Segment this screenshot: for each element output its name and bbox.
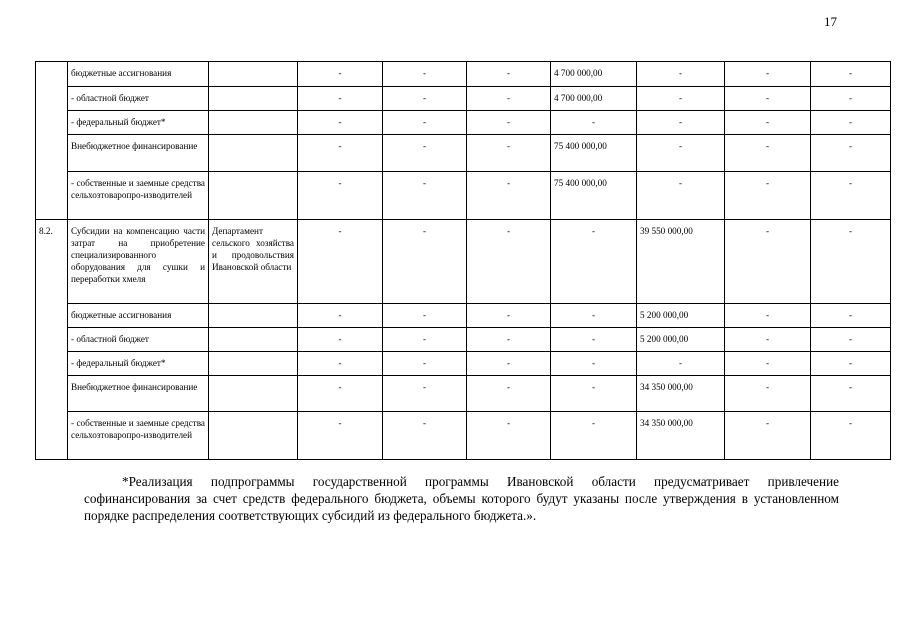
value-cell: - <box>298 111 383 135</box>
value-cell: 5 200 000,00 <box>637 304 725 328</box>
index-cell <box>36 62 68 220</box>
value-cell: - <box>551 328 637 352</box>
executor-cell <box>209 87 298 111</box>
value-cell: - <box>298 172 383 220</box>
table-row <box>36 62 905 87</box>
table-row <box>36 412 905 460</box>
value-cell: - <box>811 352 891 376</box>
footnote: *Реализация подпрограммы государственной программы Ивановской области предусматривает привлечение софинансирования за счет средств федерального бюджета, объемы которого будут указаны после утверждения в установленном порядке распределения соответствующих субсидий из федерального бюджета.». <box>84 474 839 524</box>
value-cell: - <box>467 220 551 304</box>
value-cell: - <box>383 352 467 376</box>
executor-cell <box>209 135 298 172</box>
value-cell: - <box>811 172 891 220</box>
value-cell: - <box>298 304 383 328</box>
row-name: - областной бюджет <box>68 328 209 352</box>
value-cell: - <box>725 135 811 172</box>
executor-cell <box>209 376 298 412</box>
executor-cell <box>209 111 298 135</box>
table-row <box>36 328 905 352</box>
value-cell: - <box>383 376 467 412</box>
row-name: бюджетные ассигнования <box>68 62 209 87</box>
value-cell: - <box>298 412 383 460</box>
value-cell: - <box>551 304 637 328</box>
value-cell: - <box>725 220 811 304</box>
row-name: бюджетные ассигнования <box>68 304 209 328</box>
row-name: - собственные и заемные средства сельхозтоваропро-изводителей <box>68 412 209 460</box>
value-cell: - <box>298 376 383 412</box>
value-cell: - <box>725 87 811 111</box>
value-cell: - <box>725 304 811 328</box>
table-row <box>36 352 905 376</box>
value-cell: - <box>811 328 891 352</box>
value-cell: - <box>725 352 811 376</box>
table-row <box>36 172 905 220</box>
value-cell: 4 700 000,00 <box>551 62 637 87</box>
table-row <box>36 304 905 328</box>
row-name: Внебюджетное финансирование <box>68 135 209 172</box>
value-cell: - <box>467 376 551 412</box>
value-cell: - <box>467 304 551 328</box>
value-cell: - <box>383 111 467 135</box>
value-cell: - <box>811 412 891 460</box>
value-cell: - <box>637 135 725 172</box>
value-cell: - <box>811 111 891 135</box>
value-cell: - <box>811 62 891 87</box>
value-cell: - <box>637 172 725 220</box>
row-name: - федеральный бюджет* <box>68 111 209 135</box>
value-cell: - <box>383 135 467 172</box>
page-number: 17 <box>824 14 837 29</box>
value-cell: - <box>551 111 637 135</box>
value-cell: - <box>551 412 637 460</box>
value-cell: - <box>811 220 891 304</box>
value-cell: - <box>383 172 467 220</box>
value-cell: - <box>298 87 383 111</box>
value-cell: 34 350 000,00 <box>637 412 725 460</box>
value-cell: 75 400 000,00 <box>551 172 637 220</box>
value-cell: - <box>467 62 551 87</box>
value-cell: - <box>467 412 551 460</box>
value-cell: - <box>811 135 891 172</box>
value-cell: - <box>637 352 725 376</box>
value-cell: - <box>467 172 551 220</box>
value-cell: - <box>383 62 467 87</box>
value-cell: - <box>298 352 383 376</box>
value-cell: - <box>637 62 725 87</box>
row-name: - собственные и заемные средства сельхозтоваропро-изводителей <box>68 172 209 220</box>
table-row <box>36 220 905 304</box>
value-cell: - <box>551 220 637 304</box>
table-body <box>36 62 905 460</box>
value-cell: 34 350 000,00 <box>637 376 725 412</box>
budget-table <box>35 61 905 460</box>
row-name: Внебюджетное финансирование <box>68 376 209 412</box>
row-name: Субсидии на компенсацию части затрат на приобретение специализированного оборудования для сушки и переработки хмеля <box>68 220 209 304</box>
value-cell: 4 700 000,00 <box>551 87 637 111</box>
value-cell: - <box>725 328 811 352</box>
value-cell: - <box>467 352 551 376</box>
value-cell: - <box>725 62 811 87</box>
value-cell: - <box>811 376 891 412</box>
value-cell: 5 200 000,00 <box>637 328 725 352</box>
value-cell: - <box>383 87 467 111</box>
value-cell: - <box>551 352 637 376</box>
value-cell: 39 550 000,00 <box>637 220 725 304</box>
index-cell: 8.2. <box>36 220 68 460</box>
value-cell: - <box>811 304 891 328</box>
executor-cell <box>209 352 298 376</box>
value-cell: 75 400 000,00 <box>551 135 637 172</box>
executor-cell <box>209 304 298 328</box>
executor-cell <box>209 328 298 352</box>
executor-cell <box>209 412 298 460</box>
table-row <box>36 87 905 111</box>
executor-cell: Департамент сельского хозяйства и продовольствия Ивановской области <box>209 220 298 304</box>
value-cell: - <box>637 111 725 135</box>
value-cell: - <box>383 412 467 460</box>
table-row <box>36 135 905 172</box>
value-cell: - <box>383 304 467 328</box>
value-cell: - <box>811 87 891 111</box>
value-cell: - <box>467 111 551 135</box>
table-row <box>36 376 905 412</box>
value-cell: - <box>725 376 811 412</box>
value-cell: - <box>637 87 725 111</box>
value-cell: - <box>551 376 637 412</box>
value-cell: - <box>383 328 467 352</box>
table-row <box>36 111 905 135</box>
executor-cell <box>209 172 298 220</box>
value-cell: - <box>298 62 383 87</box>
value-cell: - <box>383 220 467 304</box>
value-cell: - <box>725 412 811 460</box>
value-cell: - <box>725 111 811 135</box>
value-cell: - <box>467 87 551 111</box>
value-cell: - <box>467 135 551 172</box>
value-cell: - <box>298 220 383 304</box>
value-cell: - <box>298 135 383 172</box>
executor-cell <box>209 62 298 87</box>
row-name: - областной бюджет <box>68 87 209 111</box>
value-cell: - <box>298 328 383 352</box>
value-cell: - <box>467 328 551 352</box>
value-cell: - <box>725 172 811 220</box>
row-name: - федеральный бюджет* <box>68 352 209 376</box>
